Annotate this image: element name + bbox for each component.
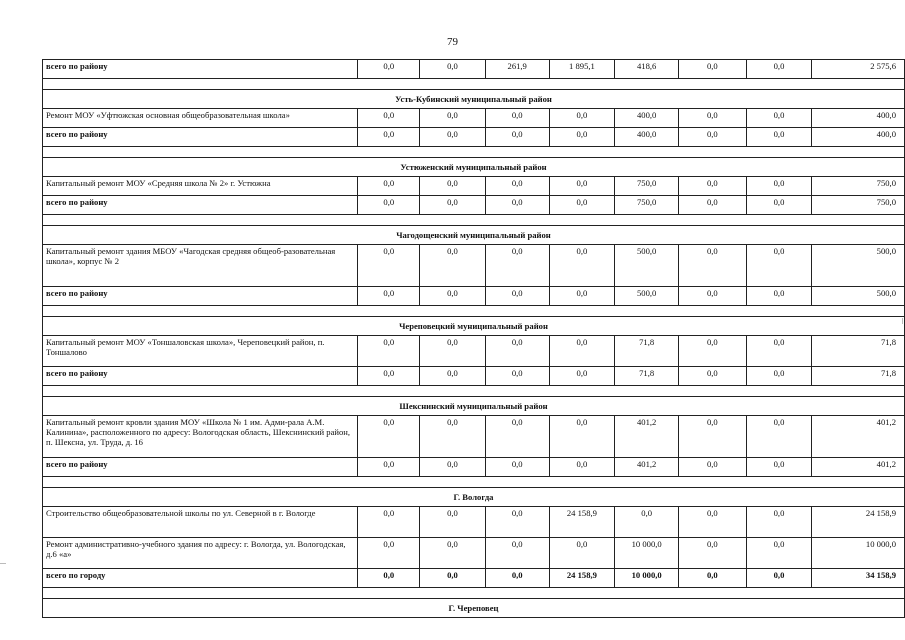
total-label: всего по району [43, 60, 358, 79]
value-cell: 0,0 [420, 538, 486, 569]
spacer-row [43, 477, 905, 488]
total-row [43, 458, 905, 477]
value-cell: 0,0 [746, 196, 812, 215]
value-cell: 0,0 [746, 458, 812, 477]
value-cell: 71,8 [812, 336, 905, 367]
value-cell: 0,0 [358, 60, 420, 79]
table-row [43, 109, 905, 128]
value-cell: 401,2 [812, 416, 905, 458]
value-cell: 10 000,0 [615, 569, 679, 588]
district-header-row [43, 599, 905, 618]
value-cell: 0,0 [679, 109, 747, 128]
value-cell: 0,0 [549, 177, 615, 196]
district-name: Г. Череповец [43, 599, 905, 618]
project-name: Ремонт административно-учебного здания по адресу: г. Вологда, ул. Вологодская, д.6 «а» [43, 538, 358, 569]
value-cell: 0,0 [549, 416, 615, 458]
value-cell: 0,0 [358, 336, 420, 367]
table-row [43, 177, 905, 196]
value-cell: 0,0 [485, 416, 549, 458]
district-name: Череповецкий муниципальный район [43, 317, 905, 336]
value-cell: 0,0 [358, 287, 420, 306]
table-body [43, 60, 905, 618]
spacer-row [43, 588, 905, 599]
total-label: всего по району [43, 287, 358, 306]
value-cell: 0,0 [679, 336, 747, 367]
value-cell: 10 000,0 [615, 538, 679, 569]
value-cell: 0,0 [358, 109, 420, 128]
district-name: Шекснинский муниципальный район [43, 397, 905, 416]
value-cell: 0,0 [746, 538, 812, 569]
spacer-cell [43, 215, 905, 226]
value-cell: 0,0 [358, 569, 420, 588]
value-cell: 0,0 [420, 569, 486, 588]
total-row [43, 196, 905, 215]
table-row [43, 538, 905, 569]
value-cell: 0,0 [549, 458, 615, 477]
value-cell: 0,0 [485, 367, 549, 386]
value-cell: 0,0 [485, 287, 549, 306]
value-cell: 400,0 [615, 128, 679, 147]
value-cell: 500,0 [812, 245, 905, 287]
value-cell: 400,0 [812, 109, 905, 128]
funding-table [42, 59, 905, 618]
total-row [43, 367, 905, 386]
value-cell: 0,0 [420, 245, 486, 287]
value-cell: 24 158,9 [549, 569, 615, 588]
value-cell: 401,2 [812, 458, 905, 477]
page-number: 79 [447, 36, 458, 48]
value-cell: 34 158,9 [812, 569, 905, 588]
value-cell: 0,0 [549, 336, 615, 367]
district-header-row [43, 90, 905, 109]
spacer-cell [43, 306, 905, 317]
spacer-cell [43, 79, 905, 90]
spacer-cell [43, 588, 905, 599]
value-cell: 0,0 [485, 109, 549, 128]
value-cell: 0,0 [679, 196, 747, 215]
spacer-row [43, 306, 905, 317]
value-cell: 0,0 [746, 287, 812, 306]
value-cell: 0,0 [485, 569, 549, 588]
district-name: Устюженский муниципальный район [43, 158, 905, 177]
district-header-row [43, 317, 905, 336]
value-cell: 0,0 [485, 458, 549, 477]
value-cell: 0,0 [420, 109, 486, 128]
value-cell: 0,0 [746, 177, 812, 196]
value-cell: 10 000,0 [812, 538, 905, 569]
value-cell: 71,8 [812, 367, 905, 386]
total-row [43, 287, 905, 306]
value-cell: 0,0 [485, 507, 549, 538]
value-cell: 0,0 [358, 177, 420, 196]
value-cell: 0,0 [420, 60, 486, 79]
value-cell: 0,0 [420, 196, 486, 215]
value-cell: 24 158,9 [812, 507, 905, 538]
value-cell: 0,0 [485, 245, 549, 287]
value-cell: 0,0 [549, 287, 615, 306]
project-name: Капитальный ремонт кровли здания МОУ «Школа № 1 им. Адми-рала А.М. Калинина», расположенного по адресу: Вологодская область, Шекснинский район, п. Шексна, ул. Труда, д. 16 [43, 416, 358, 458]
value-cell: 0,0 [485, 538, 549, 569]
value-cell: 0,0 [549, 245, 615, 287]
value-cell: 400,0 [615, 109, 679, 128]
value-cell: 0,0 [679, 177, 747, 196]
value-cell: 2 575,6 [812, 60, 905, 79]
spacer-row [43, 79, 905, 90]
spacer-cell [43, 477, 905, 488]
margin-mark [902, 318, 903, 324]
spacer-cell [43, 147, 905, 158]
spacer-cell [43, 386, 905, 397]
value-cell: 0,0 [420, 367, 486, 386]
value-cell: 0,0 [746, 336, 812, 367]
value-cell: 0,0 [679, 458, 747, 477]
spacer-row [43, 215, 905, 226]
value-cell: 0,0 [420, 336, 486, 367]
value-cell: 0,0 [420, 287, 486, 306]
value-cell: 0,0 [746, 128, 812, 147]
value-cell: 261,9 [485, 60, 549, 79]
value-cell: 0,0 [615, 507, 679, 538]
margin-mark [0, 563, 6, 564]
total-label: всего по району [43, 367, 358, 386]
value-cell: 0,0 [485, 177, 549, 196]
value-cell: 0,0 [679, 367, 747, 386]
value-cell: 0,0 [746, 60, 812, 79]
project-name: Строительство общеобразовательной школы по ул. Северной в г. Вологде [43, 507, 358, 538]
value-cell: 401,2 [615, 416, 679, 458]
value-cell: 0,0 [420, 128, 486, 147]
total-label: всего по району [43, 128, 358, 147]
value-cell: 0,0 [358, 538, 420, 569]
value-cell: 0,0 [485, 128, 549, 147]
value-cell: 0,0 [679, 287, 747, 306]
value-cell: 0,0 [746, 109, 812, 128]
value-cell: 0,0 [746, 245, 812, 287]
value-cell: 0,0 [679, 245, 747, 287]
project-name: Ремонт МОУ «Уфтюжская основная общеобразовательная школа» [43, 109, 358, 128]
district-header-row [43, 226, 905, 245]
value-cell: 0,0 [358, 458, 420, 477]
value-cell: 0,0 [549, 109, 615, 128]
table-row [43, 416, 905, 458]
value-cell: 0,0 [485, 196, 549, 215]
total-label: всего по району [43, 458, 358, 477]
table-row [43, 336, 905, 367]
value-cell: 0,0 [746, 367, 812, 386]
spacer-row [43, 147, 905, 158]
value-cell: 24 158,9 [549, 507, 615, 538]
value-cell: 0,0 [679, 538, 747, 569]
value-cell: 0,0 [358, 507, 420, 538]
value-cell: 750,0 [615, 177, 679, 196]
value-cell: 0,0 [549, 128, 615, 147]
total-row [43, 128, 905, 147]
value-cell: 0,0 [679, 416, 747, 458]
total-label: всего по району [43, 196, 358, 215]
value-cell: 0,0 [746, 507, 812, 538]
district-header-row [43, 488, 905, 507]
value-cell: 0,0 [420, 458, 486, 477]
value-cell: 0,0 [420, 507, 486, 538]
value-cell: 71,8 [615, 367, 679, 386]
value-cell: 0,0 [420, 177, 486, 196]
value-cell: 0,0 [746, 569, 812, 588]
total-label: всего по городу [43, 569, 358, 588]
value-cell: 0,0 [485, 336, 549, 367]
project-name: Капитальный ремонт МОУ «Средняя школа № 2» г. Устюжна [43, 177, 358, 196]
value-cell: 0,0 [679, 507, 747, 538]
value-cell: 0,0 [420, 416, 486, 458]
value-cell: 0,0 [549, 367, 615, 386]
value-cell: 500,0 [615, 287, 679, 306]
value-cell: 1 895,1 [549, 60, 615, 79]
spacer-row [43, 386, 905, 397]
value-cell: 750,0 [812, 196, 905, 215]
value-cell: 0,0 [358, 245, 420, 287]
value-cell: 500,0 [812, 287, 905, 306]
value-cell: 71,8 [615, 336, 679, 367]
value-cell: 0,0 [549, 538, 615, 569]
district-header-row [43, 397, 905, 416]
value-cell: 0,0 [679, 60, 747, 79]
value-cell: 750,0 [615, 196, 679, 215]
value-cell: 400,0 [812, 128, 905, 147]
value-cell: 0,0 [679, 569, 747, 588]
value-cell: 500,0 [615, 245, 679, 287]
value-cell: 0,0 [746, 416, 812, 458]
district-name: Чагодощенский муниципальный район [43, 226, 905, 245]
district-header-row [43, 158, 905, 177]
value-cell: 0,0 [358, 416, 420, 458]
value-cell: 0,0 [358, 196, 420, 215]
total-row [43, 60, 905, 79]
value-cell: 0,0 [358, 367, 420, 386]
district-name: Усть-Кубинский муниципальный район [43, 90, 905, 109]
table-row [43, 245, 905, 287]
value-cell: 750,0 [812, 177, 905, 196]
table-row [43, 507, 905, 538]
value-cell: 0,0 [358, 128, 420, 147]
project-name: Капитальный ремонт МОУ «Тоншаловская школа», Череповецкий район, п. Тоншалово [43, 336, 358, 367]
district-name: Г. Вологда [43, 488, 905, 507]
value-cell: 0,0 [679, 128, 747, 147]
value-cell: 0,0 [549, 196, 615, 215]
project-name: Капитальный ремонт здания МБОУ «Чагодская средняя общеоб-разовательная школа», корпус № 2 [43, 245, 358, 287]
value-cell: 401,2 [615, 458, 679, 477]
value-cell: 418,6 [615, 60, 679, 79]
total-row [43, 569, 905, 588]
